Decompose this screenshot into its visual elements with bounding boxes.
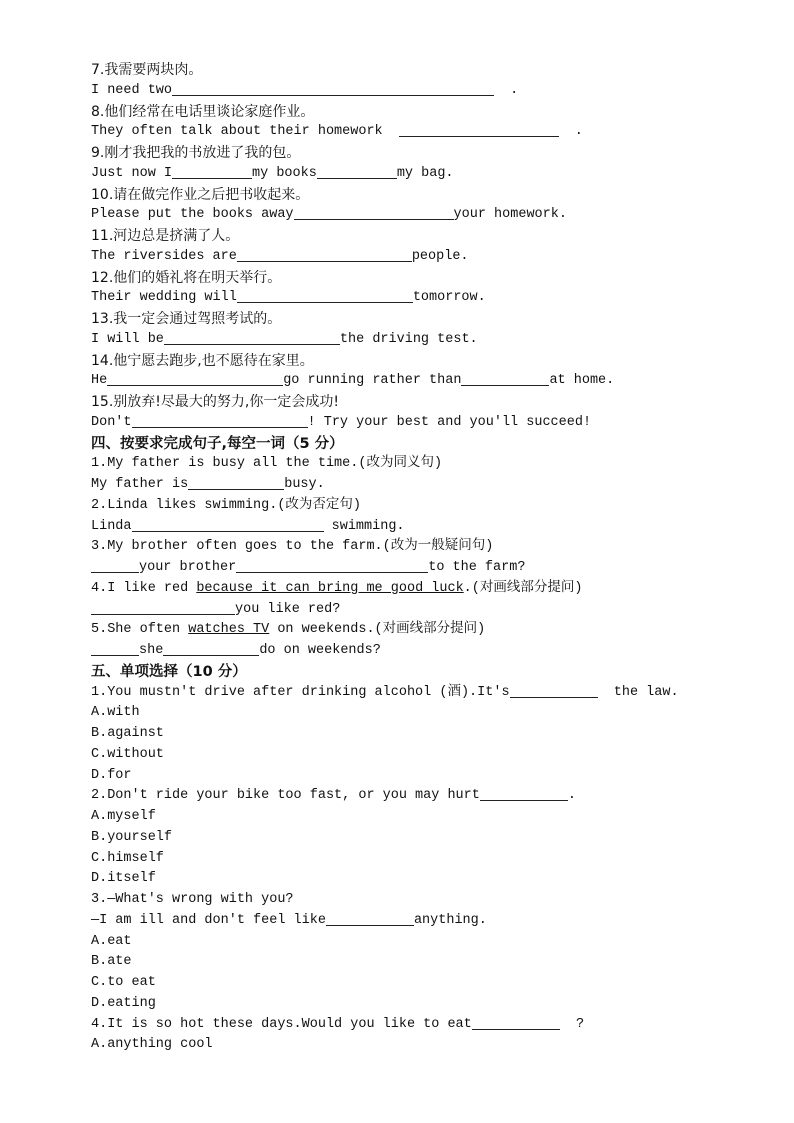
mc-option[interactable]: B.against	[91, 726, 164, 741]
question-13-english: I will be the driving test.	[91, 331, 478, 347]
question-7-chinese: 7.我需要两块肉。	[91, 62, 203, 78]
underlined-phrase: watches TV	[188, 622, 270, 638]
question-10-english: Please put the books away your homework.	[91, 207, 567, 223]
answer-blank[interactable]	[91, 600, 235, 615]
mc-q1-stem: 1.You mustn't drive after drinking alcohol (酒).It's the law.	[91, 684, 679, 700]
question-7-english: I need two .	[91, 82, 519, 98]
question-13-chinese: 13.我一定会通过驾照考试的。	[91, 311, 282, 327]
section-4-q1-answer: My father is busy.	[91, 477, 325, 492]
question-15-english: Don't ! Try your best and you'll succeed!	[91, 414, 592, 430]
answer-blank[interactable]	[317, 164, 397, 179]
question-8-chinese: 8.他们经常在电话里谈论家庭作业。	[91, 103, 315, 120]
answer-blank[interactable]	[91, 558, 139, 573]
section-5-title: 五、单项选择（10 分）	[91, 663, 247, 680]
mc-option[interactable]: B.ate	[91, 954, 132, 970]
answer-blank[interactable]	[294, 205, 454, 220]
section-4-q5-prompt: 5.She often watches TV on weekends.(对画线部分提问)	[91, 622, 486, 638]
answer-blank[interactable]	[132, 413, 308, 428]
mc-option[interactable]: D.itself	[91, 871, 156, 887]
underlined-phrase: because it can bring me good luck	[196, 580, 464, 596]
mc-option[interactable]: C.to eat	[91, 975, 156, 990]
answer-blank[interactable]	[510, 683, 598, 698]
worksheet-page	[91, 60, 731, 1056]
section-4-q4-answer: you like red?	[91, 600, 731, 621]
question-14-chinese: 14.他宁愿去跑步,也不愿待在家里。	[91, 352, 314, 369]
answer-blank[interactable]	[188, 475, 284, 490]
mc-q3-reply: —I am ill and don't feel like anything.	[91, 912, 487, 928]
question-11-english: The riversides are people.	[91, 248, 469, 264]
section-4-q2-prompt: 2.Linda likes swimming.(改为否定句)	[91, 497, 362, 513]
answer-blank[interactable]	[172, 164, 252, 179]
answer-blank[interactable]	[480, 786, 568, 801]
section-4-q1-prompt: 1.My father is busy all the time.(改为同义句)	[91, 456, 443, 472]
mc-option[interactable]: B.yourself	[91, 829, 173, 845]
answer-blank[interactable]	[237, 288, 413, 303]
mc-q2-stem: 2.Don't ride your bike too fast, or you may hurt .	[91, 788, 576, 804]
answer-blank[interactable]	[107, 371, 283, 386]
section-4-title: 四、按要求完成句子,每空一词（5 分）	[91, 435, 344, 452]
mc-q4-stem: 4.It is so hot these days.Would you like to eat ?	[91, 1016, 585, 1032]
answer-blank[interactable]	[472, 1015, 560, 1030]
answer-blank[interactable]	[163, 641, 259, 656]
mc-option[interactable]: A.myself	[91, 809, 156, 824]
section-4-q3-prompt: 3.My brother often goes to the farm.(改为一般疑问句)	[91, 539, 494, 555]
question-12-english: Their wedding will tomorrow.	[91, 290, 486, 306]
section-4-q5-answer: she do on weekends?	[91, 641, 731, 662]
question-8-english: They often talk about their homework .	[91, 124, 583, 140]
answer-blank[interactable]	[164, 330, 340, 345]
question-9-english: Just now I my books my bag.	[91, 165, 454, 181]
mc-option[interactable]: C.without	[91, 746, 164, 762]
question-11-chinese: 11.河边总是挤满了人。	[91, 228, 240, 244]
mc-q3-stem: 3.—What's wrong with you?	[91, 892, 294, 907]
mc-option[interactable]: D.for	[91, 767, 132, 783]
answer-blank[interactable]	[91, 641, 139, 656]
section-4-q3-answer: your brother to the farm?	[91, 558, 731, 579]
question-14-english: He go running rather than at home.	[91, 373, 615, 389]
answer-blank[interactable]	[237, 247, 412, 262]
question-10-chinese: 10.请在做完作业之后把书收起来。	[91, 186, 310, 203]
mc-option[interactable]: A.eat	[91, 933, 132, 949]
mc-option[interactable]: A.anything cool	[91, 1037, 213, 1053]
answer-blank[interactable]	[399, 122, 559, 137]
question-12-chinese: 12.他们的婚礼将在明天举行。	[91, 269, 282, 286]
answer-blank[interactable]	[236, 558, 428, 573]
mc-option[interactable]: C.himself	[91, 850, 164, 866]
section-4-q4-prompt: 4.I like red because it can bring me good luck.(对画线部分提问)	[91, 580, 583, 596]
answer-blank[interactable]	[461, 371, 549, 386]
mc-option[interactable]: D.eating	[91, 995, 156, 1011]
answer-blank[interactable]	[172, 81, 494, 96]
mc-option[interactable]: A.with	[91, 705, 140, 721]
question-15-chinese: 15.别放弃!尽最大的努力,你一定会成功!	[91, 394, 339, 410]
section-4-q2-answer: Linda swimming.	[91, 518, 405, 534]
answer-blank[interactable]	[326, 911, 414, 926]
answer-blank[interactable]	[132, 517, 324, 532]
question-9-chinese: 9.刚才我把我的书放进了我的包。	[91, 145, 301, 161]
